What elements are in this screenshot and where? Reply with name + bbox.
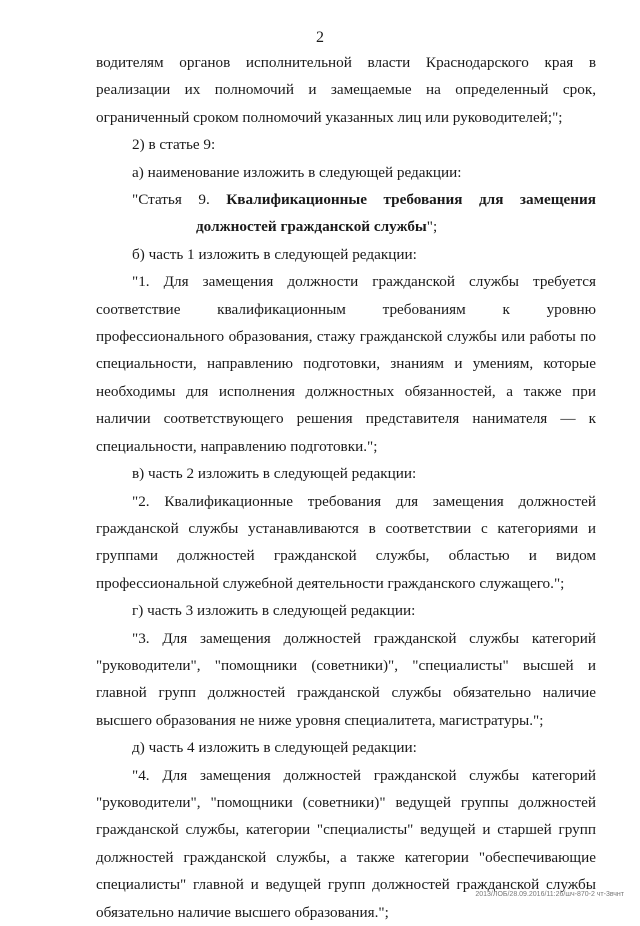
article-9-heading [96, 186, 596, 241]
article-9-prefix: "Статья 9. [132, 191, 227, 209]
paragraph-item-2: 2) в статье 9: [132, 136, 216, 154]
paragraph-subitem-a: а) наименование изложить в следующей редакции: [132, 163, 462, 181]
paragraph-part-1: "1. Для замещения должности гражданской службы требуется соответствие квалификационным требованиям к уровню профессионального образования, стажу гражданской службы или работы по специальности, направлению подготовки, знаниям и умениям, которые необходимы для исполнения должностных обязанностей, а также при наличии соответствующего решения представителя нанимателя — к специальности, направлению подготовки."; [96, 273, 596, 455]
paragraph-part-3: "3. Для замещения должностей гражданской службы категорий "руководители", "помощники (советники)", "специалисты" высшей и главной групп должностей гражданской службы обязательно наличие высшего образования не ниже уровня специалитета, магистратуры."; [96, 629, 596, 729]
paragraph-continuation: водителям органов исполнительной власти Краснодарского края в реализации их полномочий и замещаемые на определенный срок, ограниченный сроком полномочий указанных лиц или руководителей;"; [96, 54, 596, 126]
paragraph-subitem-g: г) часть 3 изложить в следующей редакции: [132, 602, 416, 620]
paragraph-part-4: "4. Для замещения должностей гражданской службы категорий "руководители", "помощники (советники)" ведущей группы должностей гражданской службы, категории "специалисты" ведущей и старшей групп должностей гражданской службы, а также категории "обеспечивающие специалисты" главной и ведущей групп должностей гражданской службы обязательно наличие высшего образования."; [96, 766, 596, 921]
page-number: 2 [316, 29, 324, 46]
paragraph-subitem-v: в) часть 2 изложить в следующей редакции: [132, 465, 417, 483]
document-body [96, 49, 596, 926]
paragraph-part-2: "2. Квалификационные требования для замещения должностей гражданской службы устанавливаются в соответствии с категориями и группами должностей гражданской службы, областью и видом профессиональной служебной деятельности гражданского служащего."; [96, 492, 596, 592]
paragraph-subitem-b: б) часть 1 изложить в следующей редакции: [132, 245, 417, 263]
document-footer-code: 2013/ЛОБ/28.09.2016/11:26/шч-870-2 чт-3вчнт [475, 891, 624, 898]
paragraph-subitem-d: д) часть 4 изложить в следующей редакции: [132, 739, 417, 757]
article-9-suffix: "; [426, 218, 438, 236]
article-9-title: Квалификационные требования для замещения должностей гражданской службы [196, 191, 596, 236]
